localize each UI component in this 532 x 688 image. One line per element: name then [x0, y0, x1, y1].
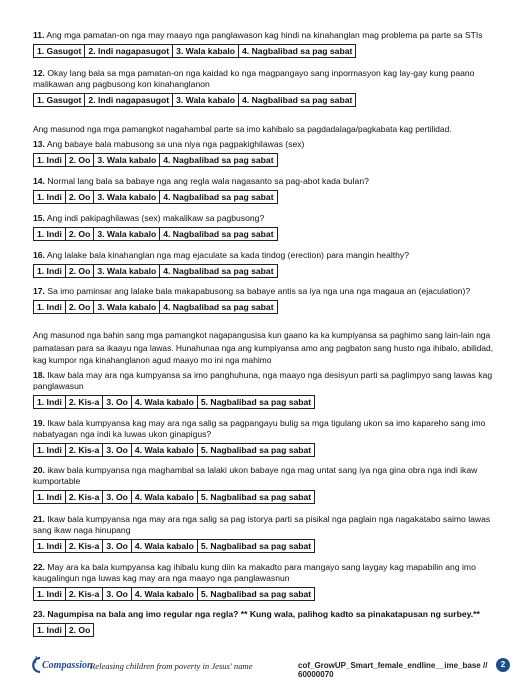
option-4[interactable]: 4. Nagbalibad sa pag sabat [239, 45, 356, 58]
question-22 [33, 562, 505, 601]
option-2[interactable]: 2. Oo [65, 265, 94, 278]
option-2[interactable]: 2. Kis-a [65, 588, 103, 601]
question-14 [33, 176, 505, 204]
option-4[interactable]: 4. Wala kabalo [131, 396, 197, 409]
question-text: Sa imo paminsar ang lalake bala makapabusong sa babaye antis sa iya nga una nga magaua an (ejaculation)? [47, 286, 471, 296]
question-text: Ang babaye bala mabusong sa una niya nga pagpakighilawas (sex) [46, 139, 305, 149]
option-3[interactable]: 3. Wala kabalo [94, 154, 160, 167]
answer-options [33, 623, 94, 637]
option-1[interactable]: 1. Indi [34, 624, 66, 637]
question-text: Ikaw bala may ara nga kumpyansa sa imo panghuhuna, nga maayo nga desisyun parti sa paglimpyo sang lawas kag panglawasun [33, 370, 493, 391]
question-23 [33, 609, 505, 637]
question-19 [33, 418, 505, 457]
question-text: Nagumpisa na bala ang imo regular nga regla? ** Kung wala, palihog kadto sa pinakatapusan ng surbey.** [47, 609, 480, 619]
option-3[interactable]: 3. Wala kabalo [94, 191, 160, 204]
question-text: Ang mga pamatan-on nga may maayo nga panglawason kag hindi na kinahanglan mag problema pa parte sa STIs [46, 30, 483, 40]
option-1[interactable]: 1. Indi [34, 265, 66, 278]
brand-name: Compassion [42, 660, 93, 671]
option-4[interactable]: 4. Nagbalibad sa pag sabat [160, 265, 277, 278]
question-21 [33, 514, 505, 553]
question-number: 22. [33, 562, 45, 572]
answer-options [33, 300, 278, 314]
question-text: Ang lalake bala kinahanglan nga mag ejaculate sa kada tindog (erection) para mangin healthy? [46, 250, 410, 260]
option-1[interactable]: 1. Indi [34, 540, 66, 553]
option-4[interactable]: 4. Wala kabalo [131, 588, 197, 601]
option-1[interactable]: 1. Indi [34, 444, 66, 457]
question-number: 18. [33, 370, 45, 380]
answer-options [33, 190, 278, 204]
answer-options [33, 153, 278, 167]
question-16 [33, 250, 505, 278]
option-1[interactable]: 1. Indi [34, 154, 66, 167]
option-1[interactable]: 1. Indi [34, 228, 66, 241]
question-number: 15. [33, 213, 45, 223]
question-text: Normal lang bala sa babaye nga ang regla wala nagasanto sa pag-abot kada bulan? [47, 176, 369, 186]
option-2[interactable]: 2. Kis-a [65, 540, 103, 553]
option-5[interactable]: 5. Nagbalibad sa pag sabat [197, 444, 314, 457]
question-number: 11. [33, 30, 45, 40]
option-4[interactable]: 4. Nagbalibad sa pag sabat [160, 301, 277, 314]
option-5[interactable]: 5. Nagbalibad sa pag sabat [197, 588, 314, 601]
question-number: 19. [33, 418, 45, 428]
option-4[interactable]: 4. Wala kabalo [131, 444, 197, 457]
option-3[interactable]: 3. Wala kabalo [173, 94, 239, 107]
question-text: Okay lang bala sa mga pamatan-on nga kaidad ko nga magpangayo sang inpormasyon kag lay-gay kung paano malikawan ang pagbusong kon kinahanglanon [33, 68, 475, 89]
option-1[interactable]: 1. Indi [34, 301, 66, 314]
answer-options [33, 93, 356, 107]
option-2[interactable]: 2. Kis-a [65, 444, 103, 457]
question-13 [33, 139, 505, 167]
answer-options [33, 264, 278, 278]
option-5[interactable]: 5. Nagbalibad sa pag sabat [197, 396, 314, 409]
section-intro-puberty: Ang masunod nga mga pamangkot nagahambal parte sa imo kahibalo sa pagdadalaga/pagkabata kag pertilidad. [33, 124, 452, 134]
question-20 [33, 465, 505, 504]
option-4[interactable]: 4. Nagbalibad sa pag sabat [160, 154, 277, 167]
option-2[interactable]: 2. Indi nagapasugot [85, 94, 173, 107]
option-3[interactable]: 3. Oo [103, 396, 132, 409]
document-id: cof_GrowUP_Smart_female_endline__ime_base // 60000070 [298, 661, 488, 679]
question-12 [33, 68, 505, 107]
question-18 [33, 370, 505, 409]
question-text: ikaw bala kumpyansa nga maghambal sa lalaki ukon babaye nga mag untat sang iya nga gina obra nga indi ikaw kumportable [33, 465, 478, 486]
question-number: 20. [33, 465, 45, 475]
option-3[interactable]: 3. Wala kabalo [94, 228, 160, 241]
option-1[interactable]: 1. Indi [34, 491, 66, 504]
question-number: 13. [33, 139, 45, 149]
question-11 [33, 30, 505, 58]
answer-options [33, 490, 315, 504]
option-2[interactable]: 2. Oo [65, 624, 94, 637]
question-number: 16. [33, 250, 45, 260]
option-2[interactable]: 2. Kis-a [65, 396, 103, 409]
question-text: May ara ka bala kumpyansa kag ihibalu kung diin ka makadto para mangayo sang laygay kag mapabilin ang imo kaugalingun nga luwas kag may ara nga maayo nga panglawasnun [33, 562, 476, 583]
option-4[interactable]: 4. Wala kabalo [131, 540, 197, 553]
answer-options [33, 443, 315, 457]
option-2[interactable]: 2. Oo [65, 191, 94, 204]
option-5[interactable]: 5. Nagbalibad sa pag sabat [197, 491, 314, 504]
option-3[interactable]: 3. Wala kabalo [94, 301, 160, 314]
option-4[interactable]: 4. Nagbalibad sa pag sabat [239, 94, 356, 107]
brand-tagline: Releasing children from poverty in Jesus' name [90, 661, 253, 671]
question-text: Ikaw bala kumpyansa kag may ara nga salig sa pagpangayu bulig sa mga tigulang ukon sa imo kapareho sang imo nabatyagan nga indi ka luwas ukon ginapigus? [33, 418, 486, 439]
option-2[interactable]: 2. Oo [65, 301, 94, 314]
option-3[interactable]: 3. Wala kabalo [94, 265, 160, 278]
option-3[interactable]: 3. Oo [103, 444, 132, 457]
question-number: 12. [33, 68, 45, 78]
option-5[interactable]: 5. Nagbalibad sa pag sabat [197, 540, 314, 553]
option-4[interactable]: 4. Wala kabalo [131, 491, 197, 504]
option-3[interactable]: 3. Wala kabalo [173, 45, 239, 58]
question-number: 14. [33, 176, 45, 186]
option-4[interactable]: 4. Nagbalibad sa pag sabat [160, 191, 277, 204]
option-2[interactable]: 2. Oo [65, 228, 94, 241]
option-2[interactable]: 2. Oo [65, 154, 94, 167]
option-3[interactable]: 3. Oo [103, 491, 132, 504]
page-number: 2 [496, 658, 510, 672]
page-footer [28, 655, 508, 679]
option-3[interactable]: 3. Oo [103, 588, 132, 601]
question-17 [33, 286, 505, 314]
option-2[interactable]: 2. Kis-a [65, 491, 103, 504]
question-text: Ikaw bala kumpyansa nga may ara nga salig sa pag istorya parti sa pisikal nga paglain nga nagakatabo saimo lawas sang ikaw naga hinupang [33, 514, 491, 535]
option-1[interactable]: 1. Gasugot [34, 45, 85, 58]
question-number: 23. [33, 609, 45, 619]
answer-options [33, 44, 356, 58]
option-1[interactable]: 1. Indi [34, 588, 66, 601]
option-4[interactable]: 4. Nagbalibad sa pag sabat [160, 228, 277, 241]
option-3[interactable]: 3. Oo [103, 540, 132, 553]
option-1[interactable]: 1. Gasugot [34, 94, 85, 107]
answer-options [33, 227, 278, 241]
answer-options [33, 539, 315, 553]
answer-options [33, 587, 315, 601]
question-text: Ang indi pakipaghilawas (sex) makalikaw sa pagbusong? [46, 213, 265, 223]
question-15 [33, 213, 505, 241]
answer-options [33, 395, 315, 409]
question-number: 21. [33, 514, 45, 524]
option-2[interactable]: 2. Indi nagapasugot [85, 45, 173, 58]
section-intro-confidence: Ang masunod nga bahin sang mga pamangkot nagapangusisa kun gaano ka ka kumpiyansa sa paghimo sang lain-lain nga pamatasan para sa ikaayu nga lawas. Hunahunaa nga ang kumpiyansa amo ang pagbaton sang husto nga ihibalo, abilidad, kag kumpor nga kinahanglanon agud maayo mo ini nga mahimo [33, 330, 494, 365]
option-1[interactable]: 1. Indi [34, 191, 66, 204]
option-1[interactable]: 1. Indi [34, 396, 66, 409]
question-number: 17. [33, 286, 45, 296]
